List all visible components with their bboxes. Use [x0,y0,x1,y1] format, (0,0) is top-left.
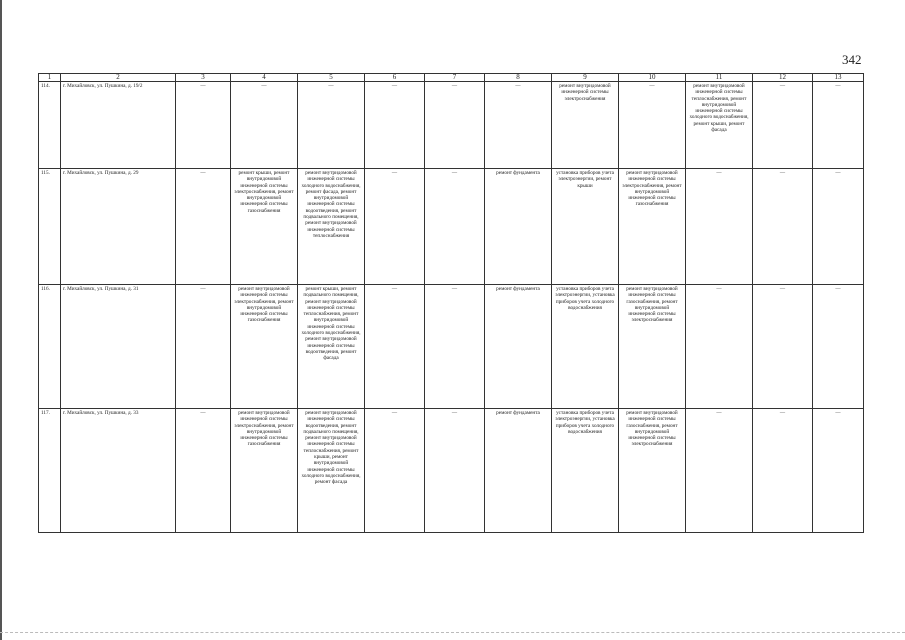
header-cell: 4 [231,74,298,82]
table-cell: — [753,169,813,285]
table-cell: — [813,82,864,169]
row-number: 116. [39,285,61,409]
table-cell: ремонт внутридомовой инженерной системы электроснабжения [552,82,619,169]
table-cell: ремонт крыши, ремонт внутридомовой инженерной системы электроснабжения, ремонт внутридомовой инженерной системы газоснабжения [231,169,298,285]
table-cell: — [298,82,365,169]
header-cell: 12 [753,74,813,82]
table-cell: установка приборов учета электроэнергии, ремонт крыши [552,169,619,285]
table-cell: ремонт внутридомовой инженерной системы теплоснабжения, ремонт внутридомовой инженерной системы холодного водоснабжения, ремонт крыши, ремонт фасада [686,82,753,169]
table-cell: — [753,285,813,409]
table-cell: — [176,82,231,169]
table-cell: — [686,409,753,533]
scan-left-border [0,0,2,640]
header-row [39,74,864,82]
table-cell: — [425,285,485,409]
page-number: 342 [842,52,862,67]
table-row [39,285,864,409]
table-cell: — [753,409,813,533]
table-cell: ремонт крыши, ремонт подвального помещения, ремонт внутридомовой инженерной системы теплоснабжения, ремонт внутридомовой инженерной системы холодного водоснабжения, ремонт внутридомовой инженерной системы водоотведения, ремонт фасада [298,285,365,409]
row-number: 117. [39,409,61,533]
table-cell: — [813,409,864,533]
header-cell: 7 [425,74,485,82]
header-cell: 10 [619,74,686,82]
table-cell: — [365,82,425,169]
header-cell: 5 [298,74,365,82]
table-cell: ремонт внутридомовой инженерной системы электроснабжения, ремонт внутридомовой инженерной системы газоснабжения [231,409,298,533]
table-cell: — [176,285,231,409]
table-cell: — [365,285,425,409]
table-cell: — [176,169,231,285]
table-cell: ремонт внутридомовой инженерной системы электроснабжения, ремонт внутридомовой инженерной системы газоснабжения [231,285,298,409]
table-row [39,82,864,169]
table-cell: установка приборов учета электроэнергии, установка приборов учета холодного водоснабжения [552,409,619,533]
row-number: 115. [39,169,61,285]
table-cell: — [813,169,864,285]
table-cell: ремонт внутридомовой инженерной системы электроснабжения, ремонт внутридомовой инженерной системы газоснабжения [619,169,686,285]
table-row [39,169,864,285]
header-cell: 1 [39,74,61,82]
table-cell: — [813,285,864,409]
repair-schedule-table [38,73,864,533]
table-cell: — [231,82,298,169]
table-cell: ремонт фундамента [485,409,552,533]
table-cell: — [686,169,753,285]
table-cell: ремонт фундамента [485,169,552,285]
header-cell: 6 [365,74,425,82]
table-cell: — [176,409,231,533]
table-cell: — [425,169,485,285]
table-cell: — [686,285,753,409]
row-address: г. Михайловск, ул. Пушкина, д. 33 [61,409,176,533]
table-cell: — [365,409,425,533]
row-address: г. Михайловск, ул. Пушкина, д. 31 [61,285,176,409]
table-cell: ремонт внутридомовой инженерной системы газоснабжения, ремонт внутридомовой инженерной системы электроснабжения [619,409,686,533]
table-cell: ремонт внутридомовой инженерной системы холодного водоснабжения, ремонт фасада, ремонт внутридомовой инженерной системы водоотведения, ремонт подвального помещения, ремонт внутридомовой инженерной системы теплоснабжения [298,169,365,285]
table-cell: установка приборов учета электроэнергии, установка приборов учета холодного водоснабжения [552,285,619,409]
row-address: г. Михайловск, ул. Пушкина, д. 19/2 [61,82,176,169]
header-cell: 2 [61,74,176,82]
header-cell: 3 [176,74,231,82]
table-cell: — [425,82,485,169]
table-cell: — [619,82,686,169]
table-cell: ремонт фундамента [485,285,552,409]
table-cell: ремонт внутридомовой инженерной системы водоотведения, ремонт подвального помещения, ремонт внутридомовой инженерной системы теплоснабжения, ремонт крыши, ремонт внутридомовой инженерной системы холодного водоснабжения, ремонт фасада [298,409,365,533]
header-cell: 8 [485,74,552,82]
table-cell: — [753,82,813,169]
header-cell: 13 [813,74,864,82]
table-cell: ремонт внутридомовой инженерной системы газоснабжения, ремонт внутридомовой инженерной системы электроснабжения [619,285,686,409]
row-address: г. Михайловск, ул. Пушкина, д. 29 [61,169,176,285]
table-cell: — [485,82,552,169]
table-cell: — [425,409,485,533]
table-row [39,409,864,533]
scan-noise-line [0,632,905,634]
header-cell: 11 [686,74,753,82]
table-cell: — [365,169,425,285]
row-number: 114. [39,82,61,169]
header-cell: 9 [552,74,619,82]
